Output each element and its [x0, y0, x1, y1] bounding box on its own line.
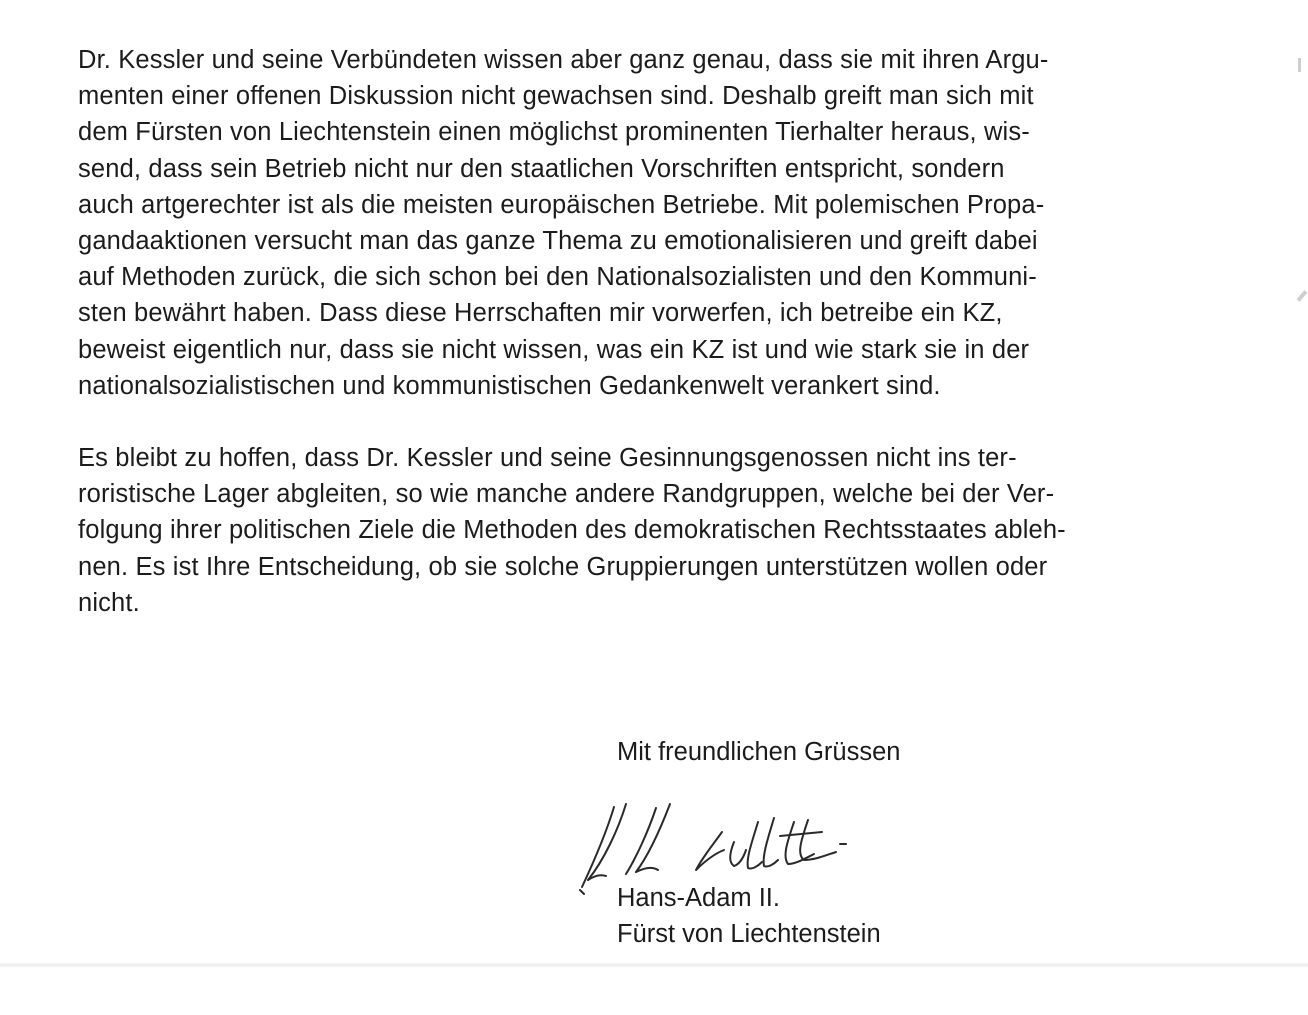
paragraph-2-line: nicht.: [78, 588, 140, 617]
paragraph-1-line: auch artgerechter ist als die meisten europäischen Betriebe. Mit polemischen Propa-: [78, 190, 1045, 219]
paragraph-1-line: nationalsozialistischen und kommunistischen Gedankenwelt verankert sind.: [78, 371, 941, 400]
letter-body: [78, 42, 1278, 621]
paragraph-2-line: folgung ihrer politischen Ziele die Methoden des demokratischen Rechtsstaates ableh-: [78, 516, 1066, 545]
paragraph-1: [78, 42, 1278, 404]
paragraph-2-line: roristische Lager abgleiten, so wie manche andere Randgruppen, welche bei der Ver-: [78, 480, 1055, 509]
paragraph-1-line: beweist eigentlich nur, dass sie nicht wissen, was ein KZ ist und wie stark sie in der: [78, 335, 1030, 364]
paragraph-1-line: sten bewährt haben. Dass diese Herrschaften mir vorwerfen, ich betreibe ein KZ,: [78, 299, 1003, 328]
scan-page-edge: [0, 962, 1308, 968]
paragraph-1-line: dem Fürsten von Liechtenstein einen möglichst prominenten Tierhalter heraus, wis-: [78, 118, 1030, 147]
paragraph-1-line: send, dass sein Betrieb nicht nur den staatlichen Vorschriften entspricht, sondern: [78, 154, 1005, 183]
scan-speck: [1297, 290, 1308, 302]
paragraph-2-line: Es bleibt zu hoffen, dass Dr. Kessler und seine Gesinnungsgenossen nicht ins ter-: [78, 444, 1017, 473]
paragraph-2-line: nen. Es ist Ihre Entscheidung, ob sie solche Gruppierungen unterstützen wollen oder: [78, 552, 1048, 581]
paragraph-1-line: Dr. Kessler und seine Verbündeten wissen aber ganz genau, dass sie mit ihren Argu-: [78, 46, 1049, 74]
scan-speck: [1298, 58, 1301, 72]
signatory-name: Hans-Adam II.: [617, 884, 780, 912]
closing-salutation: Mit freundlichen Grüssen: [617, 738, 901, 766]
paragraph-1-line: auf Methoden zurück, die sich schon bei den Nationalsozialisten und den Kommuni-: [78, 263, 1037, 292]
signatory-title: Fürst von Liechtenstein: [617, 920, 881, 948]
paragraph-1-line: menten einer offenen Diskussion nicht gewachsen sind. Deshalb greift man sich mit: [78, 82, 1034, 111]
paragraph-2: [78, 440, 1278, 621]
paragraph-spacer: [78, 404, 1278, 440]
paragraph-1-line: gandaaktionen versucht man das ganze Thema zu emotionalisieren und greift dabei: [78, 227, 1038, 256]
